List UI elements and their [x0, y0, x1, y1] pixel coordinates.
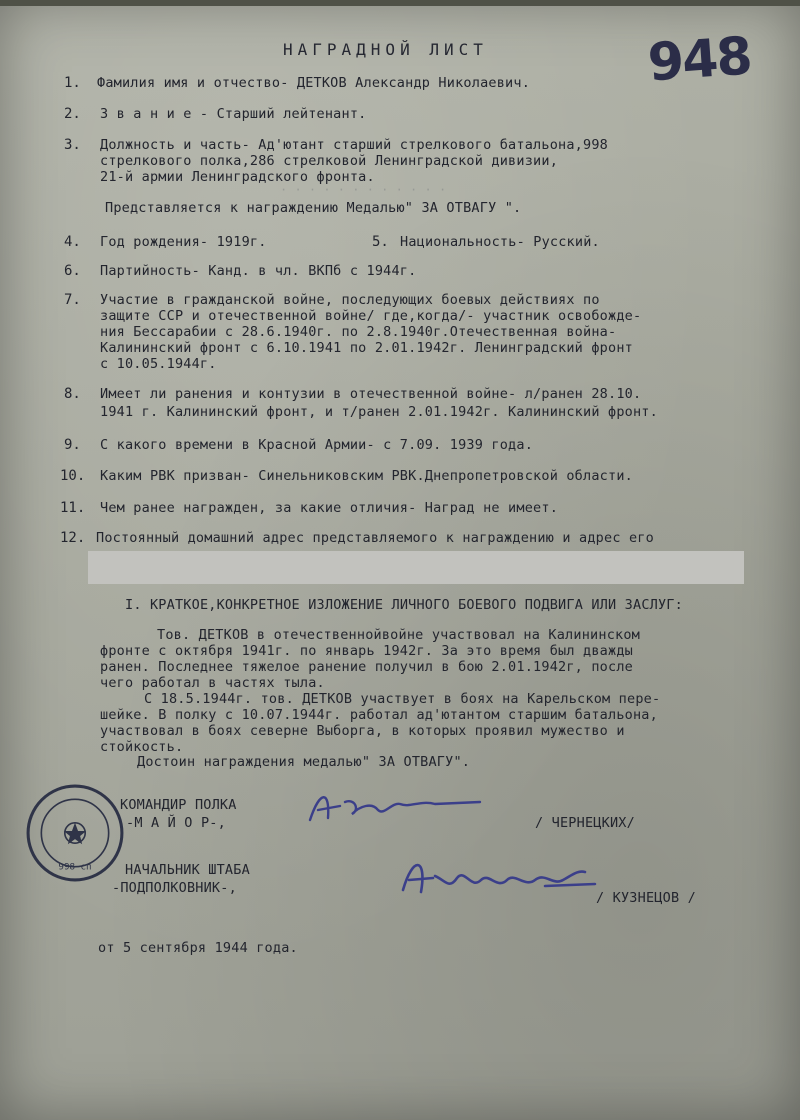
redacted-address: [88, 551, 744, 584]
item-number: 6.: [64, 263, 81, 279]
section-heading: I. КРАТКОЕ,КОНКРЕТНОЕ ИЗЛОЖЕНИЕ ЛИЧНОГО БОЕВОГО ПОДВИГА ИЛИ ЗАСЛУГ:: [125, 597, 683, 613]
item-number: 1.: [64, 75, 81, 91]
narrative-line: С 18.5.1944г. тов. ДЕТКОВ участвует в боях на Карельском пере-: [144, 691, 661, 707]
item-5-line: Национальность- Русский.: [400, 234, 600, 250]
handwritten-number: 948: [646, 26, 753, 94]
item-7-line: Калининский фронт с 6.10.1941 по 2.01.1942г. Ленинградский фронт: [100, 340, 633, 356]
date-line: от 5 сентября 1944 года.: [98, 940, 298, 956]
item-number: 3.: [64, 137, 81, 153]
item-7-line: ния Бессарабии с 28.6.1940г. по 2.8.1940г.Отечественная война-: [100, 324, 617, 340]
item-2-line: З в а н и е - Старший лейтенант.: [100, 106, 367, 122]
item-1-line: Фамилия имя и отчество- ДЕТКОВ Александр Николаевич.: [97, 75, 531, 91]
narrative-line: шейке. В полку с 10.07.1944г. работал ад'ютантом старшим батальона,: [100, 707, 658, 723]
item-12-line: Постоянный домашний адрес представляемого к награждению и адрес его: [96, 530, 654, 546]
commander-title: КОМАНДИР ПОЛКА: [120, 797, 237, 813]
faint-bleed-text: · · · · · · · · · · · ·: [280, 183, 447, 197]
item-number: 12.: [60, 530, 86, 546]
chief-name: / КУЗНЕЦОВ /: [596, 890, 696, 906]
item-3-line: 21-й армии Ленинградского фронта.: [100, 169, 375, 185]
narrative-line: стойкость.: [100, 739, 184, 755]
item-3-line: стрелкового полка,286 стрелковой Ленинградской дивизии,: [100, 153, 559, 169]
item-8-line: Имеет ли ранения и контузии в отечественной войне- л/ранен 28.10.: [100, 386, 642, 402]
item-8-line: 1941 г. Калининский фронт, и т/ранен 2.01.1942г. Калининский фронт.: [100, 404, 658, 420]
item-7-line: защите ССР и отечественной войне/ где,когда/- участник освобожде-: [100, 308, 642, 324]
commander-rank: -М А Й О Р-,: [126, 815, 226, 831]
item-6-line: Партийность- Канд. в чл. ВКПб с 1944г.: [100, 263, 417, 279]
commander-signature: [300, 780, 500, 840]
item-number: 10.: [60, 468, 86, 484]
narrative-line: ранен. Последнее тяжелое ранение получил в бою 2.01.1942г, после: [100, 659, 633, 675]
item-3-line: Должность и часть- Ад'ютант старший стрелкового батальона,998: [100, 137, 608, 153]
item-number: 2.: [64, 106, 81, 122]
narrative-line: Тов. ДЕТКОВ в отечественнойвойне участвовал на Калининском: [157, 627, 641, 643]
item-11-line: Чем ранее награжден, за какие отличия- Наград не имеет.: [100, 500, 559, 516]
commander-name: / ЧЕРНЕЦКИХ/: [535, 815, 635, 831]
regiment-stamp: [24, 782, 126, 884]
narrative-line: Достоин награждения медалью" ЗА ОТВАГУ".: [137, 754, 471, 770]
top-edge: [0, 0, 800, 6]
item-number: 4.: [64, 234, 81, 250]
stamp-text: 998 сп: [58, 861, 92, 873]
item-10-line: Каким РВК призван- Синельниковским РВК.Днепропетровской области.: [100, 468, 633, 484]
item-number: 5.: [372, 234, 389, 250]
item-number: 9.: [64, 437, 81, 453]
item-7-line: с 10.05.1944г.: [100, 356, 217, 372]
narrative-line: фронте с октября 1941г. по январь 1942г. За это время был дважды: [100, 643, 633, 659]
narrative-line: участвовал в боях северне Выборга, в которых проявил мужество и: [100, 723, 625, 739]
chief-rank: -ПОДПОЛКОВНИК-,: [112, 880, 237, 896]
chief-title: НАЧАЛЬНИК ШТАБА: [125, 862, 250, 878]
presented-for-line: Представляется к награждению Медалью" ЗА ОТВАГУ ".: [105, 200, 522, 216]
document-title: НАГРАДНОЙ ЛИСТ: [283, 40, 488, 59]
narrative-line: чего работал в частях тыла.: [100, 675, 325, 691]
item-number: 11.: [60, 500, 86, 516]
item-7-line: Участие в гражданской войне, последующих боевых действиях по: [100, 292, 600, 308]
item-9-line: С какого времени в Красной Армии- с 7.09. 1939 года.: [100, 437, 534, 453]
item-number: 7.: [64, 292, 81, 308]
chief-signature: [395, 850, 605, 910]
item-4-line: Год рождения- 1919г.: [100, 234, 267, 250]
item-number: 8.: [64, 386, 81, 402]
